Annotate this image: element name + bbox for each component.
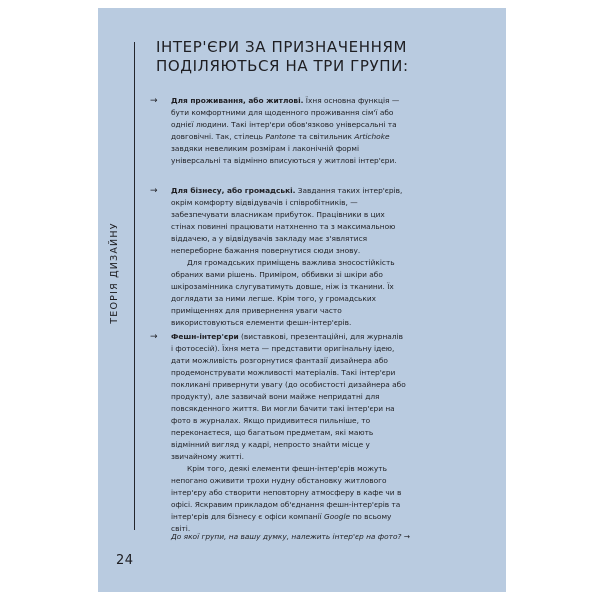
arrow-icon: →: [150, 186, 158, 196]
section-body: [171, 95, 407, 167]
arrow-icon: →: [150, 96, 158, 106]
section-label: ТЕОРІЯ ДИЗАЙНУ: [109, 222, 120, 324]
page-number: 24: [116, 553, 134, 568]
arrow-icon: →: [150, 332, 158, 342]
page-heading: [156, 38, 486, 76]
section-body: [171, 185, 407, 329]
section-title: Для проживання, або житлові.: [171, 96, 304, 105]
paragraph: Крім того, деякі елементи фешн-інтер'єрів можуть непогано оживити трохи нудну обстановку житлового інтер'єру або створити неповторну атмосферу в кафе чи в офісі. Яскравим прикладом об'єднання фешн-інтер'єрів та інтер'єрів для бізнесу є офіси компанії Google по всьому світі.: [171, 464, 402, 533]
paragraph: Для проживання, або житлові. Їхня основна функція — бути комфортними для щоденного проживання сім'ї або однієї людини. Такі інтер'єри обов'язково універсальні та довговічні. Так, стілець Pantone та світильник Artichoke завдяки невеликим розмірам і лаконічній формі універсальні та відмінно вписуються у житлові інтер'єри.: [171, 96, 400, 165]
section-residential: [150, 95, 490, 167]
section-body: [171, 331, 407, 535]
section-fashion: [150, 331, 490, 535]
heading-line-1: ІНТЕР'ЄРИ ЗА ПРИЗНАЧЕННЯМ: [156, 38, 408, 56]
book-page: [98, 8, 506, 592]
paragraph: Фешн-інтер'єри (виставкові, презентаційні, для журналів і фотосесій). Їхня мета — представити оригінальну ідею, дати можливість розгорнутися фантазії дизайнера або продемонструвати можливості матеріалів. Такі інтер'єри покликані привернути увагу (до особистості дизайнера або продукту), але зазвичай вони майже непридатні для повсякденного життя. Ви могли бачити такі інтер'єри на фото в журналах. Якщо придивитеся пильніше, то переконаєтеся, що багатьом предметам, які мають відмінний вигляд у кадрі, непросто знайти місце у звичайному житті.: [171, 332, 406, 461]
section-title: Фешн-інтер'єри: [171, 332, 239, 341]
section-title: Для бізнесу, або громадські.: [171, 186, 296, 195]
photo-question: До якої групи, на вашу думку, належить інтер'єр на фото? →: [171, 532, 410, 541]
product-name: Artichoke: [354, 132, 390, 141]
heading-line-2: ПОДІЛЯЮТЬСЯ НА ТРИ ГРУПИ:: [156, 57, 409, 75]
product-name: Pantone: [265, 132, 296, 141]
section-business: [150, 185, 490, 329]
paragraph: Для громадських приміщень важлива зносостійкість обраних вами рішень. Приміром, оббивки зі шкіри або шкірозамінника слугуватимуть довше, ніж із тканини. Їх доглядати за ними легше. Крім того, у громадських приміщеннях для привернення уваги часто використовуються елементи фешн-інтер'єрів.: [171, 258, 395, 327]
company-name: Google: [324, 512, 351, 521]
paragraph: Для бізнесу, або громадські. Завдання таких інтер'єрів, окрім комфорту відвідувачів і співробітників, — забезпечувати власникам прибуток. Працівники в цих стінах повинні працювати натхненно та з максимальною віддачею, а у відвідувачів закладу має з'являтися непереборне бажання повернутися сюди знову.: [171, 186, 403, 255]
vertical-rule: [134, 42, 135, 530]
